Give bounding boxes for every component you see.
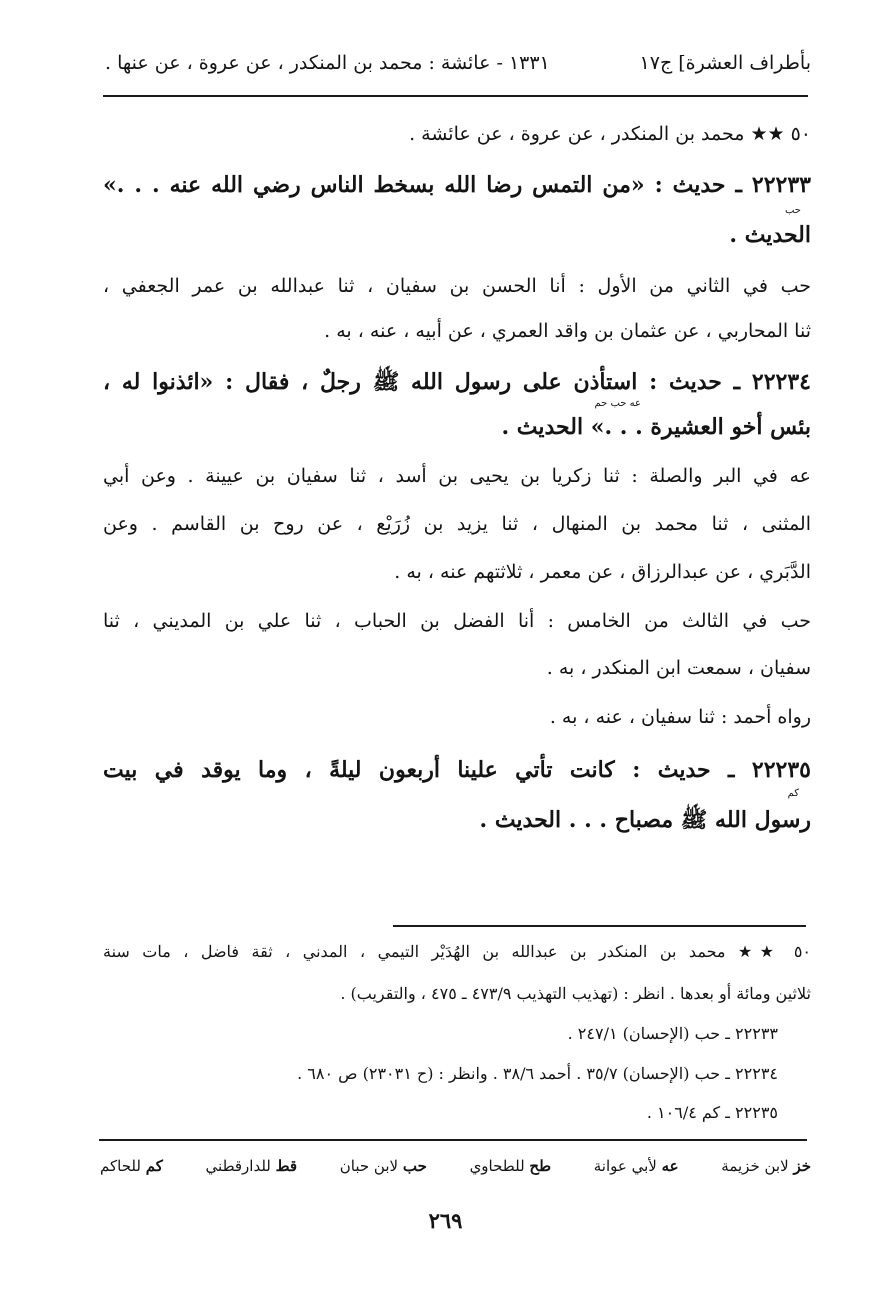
- hadith-22234-continuation: بئس أخو العشيرة . . .» الحديث .: [501, 414, 811, 440]
- legend-name: لابن حبان: [339, 1157, 399, 1175]
- page-number: ٢٦٩: [428, 1208, 463, 1233]
- hadith-22235-text: ٢٢٢٣٥ ـ حديث : كانت تأتي علينا أربعون ليلةً ، وما يوقد في بيت: [103, 757, 811, 783]
- footnote-22233: ٢٢٢٣٣ ـ حب (الإحسان) ٢٤٧/١ .: [567, 1024, 778, 1043]
- legend-item: [340, 1157, 427, 1175]
- legend-name: لأبي عوانة: [593, 1157, 657, 1175]
- hadith-22234-source-mark: عه حب حم: [594, 398, 641, 409]
- chain-22234-b-line-1: حب في الثالث من الخامس : أنا الفضل بن الحباب ، ثنا علي بن المديني ، ثنا: [103, 610, 811, 632]
- hadith-22235-continuation: رسول الله ﷺ مصباح . . . الحديث .: [479, 807, 811, 833]
- hadith-22235-source-mark: كم: [787, 788, 799, 799]
- legend-abbr: كم: [145, 1157, 163, 1175]
- footnote-22234: ٢٢٢٣٤ ـ حب (الإحسان) ٣٥/٧ . أحمد ٣٨/٦ . وانظر : (ح ٢٣٠٣١) ص ٦٨٠ .: [297, 1064, 778, 1083]
- legend-divider: [99, 1139, 807, 1141]
- legend-item: [100, 1157, 163, 1175]
- running-header-title: بأطراف العشرة] ج١٧: [639, 52, 811, 74]
- hadith-22233-source-mark: حب: [784, 205, 801, 216]
- hadith-22233-continuation: الحديث .: [729, 222, 811, 248]
- hadith-22234-text: ٢٢٢٣٤ ـ حديث : استأذن على رسول الله ﷺ رجلٌ ، فقال : «ائذنوا له ،: [103, 369, 811, 395]
- chain-22234-c: رواه أحمد : ثنا سفيان ، عنه ، به .: [549, 706, 811, 728]
- legend-abbr: قط: [275, 1157, 298, 1175]
- legend-abbr: حب: [402, 1157, 427, 1175]
- chain-22233-line-2: ثنا المحاربي ، عن عثمان بن واقد العمري ، عن أبيه ، عنه ، به .: [324, 320, 811, 342]
- legend-item: [470, 1157, 551, 1175]
- chain-22234-a-line-3: الدَّبَري ، عن عبدالرزاق ، عن معمر ، ثلاثتهم عنه ، به .: [394, 561, 811, 583]
- footnote-22235: ٢٢٢٣٥ ـ كم ١٠٦/٤ .: [646, 1103, 778, 1122]
- hadith-22233-text: ٢٢٢٣٣ ـ حديث : «من التمس رضا الله بسخط الناس رضي الله عنه . . .»: [103, 172, 811, 198]
- footnote-50-line-1: ٥٠ ★★ محمد بن المنكدر بن عبدالله بن الهُدَيْر التيمي ، المدني ، ثقة فاضل ، مات سنة: [103, 942, 811, 961]
- legend-item: [721, 1157, 811, 1175]
- legend-abbr: طح: [529, 1157, 552, 1175]
- legend-name: للطحاوي: [469, 1157, 525, 1175]
- legend-abbr: عه: [661, 1157, 679, 1175]
- legend-name: للحاكم: [100, 1157, 141, 1175]
- legend-item: [594, 1157, 679, 1175]
- header-divider: [103, 95, 808, 97]
- chain-22233-line-1: حب في الثاني من الأول : أنا الحسن بن سفيان ، ثنا عبدالله بن عمر الجعفي ،: [103, 275, 811, 297]
- running-header-section: ١٣٣١ - عائشة : محمد بن المنكدر ، عن عروة ، عن عنها .: [105, 52, 550, 74]
- legend-item: [206, 1157, 298, 1175]
- abbreviation-legend: [100, 1157, 811, 1175]
- footnote-divider: [393, 925, 806, 927]
- chain-22234-b-line-2: سفيان ، سمعت ابن المنكدر ، به .: [546, 657, 811, 679]
- chain-22234-a-line-1: عه في البر والصلة : ثنا زكريا بن يحيى بن أسد ، ثنا سفيان بن عيينة . وعن أبي: [103, 465, 811, 487]
- legend-abbr: خز: [793, 1157, 811, 1175]
- chain-22234-a-line-2: المثنى ، ثنا محمد بن المنهال ، ثنا يزيد بن زُرَيْع ، عن روح بن القاسم . وعن: [103, 513, 811, 535]
- legend-name: للدارقطني: [205, 1157, 271, 1175]
- narrator-heading: ٥٠ ★★ محمد بن المنكدر ، عن عروة ، عن عائشة .: [409, 123, 811, 145]
- legend-name: لابن خزيمة: [721, 1157, 789, 1175]
- footnote-50-line-2: ثلاثين ومائة أو بعدها . انظر : (تهذيب التهذيب ٤٧٣/٩ ـ ٤٧٥ ، والتقريب) .: [340, 984, 811, 1003]
